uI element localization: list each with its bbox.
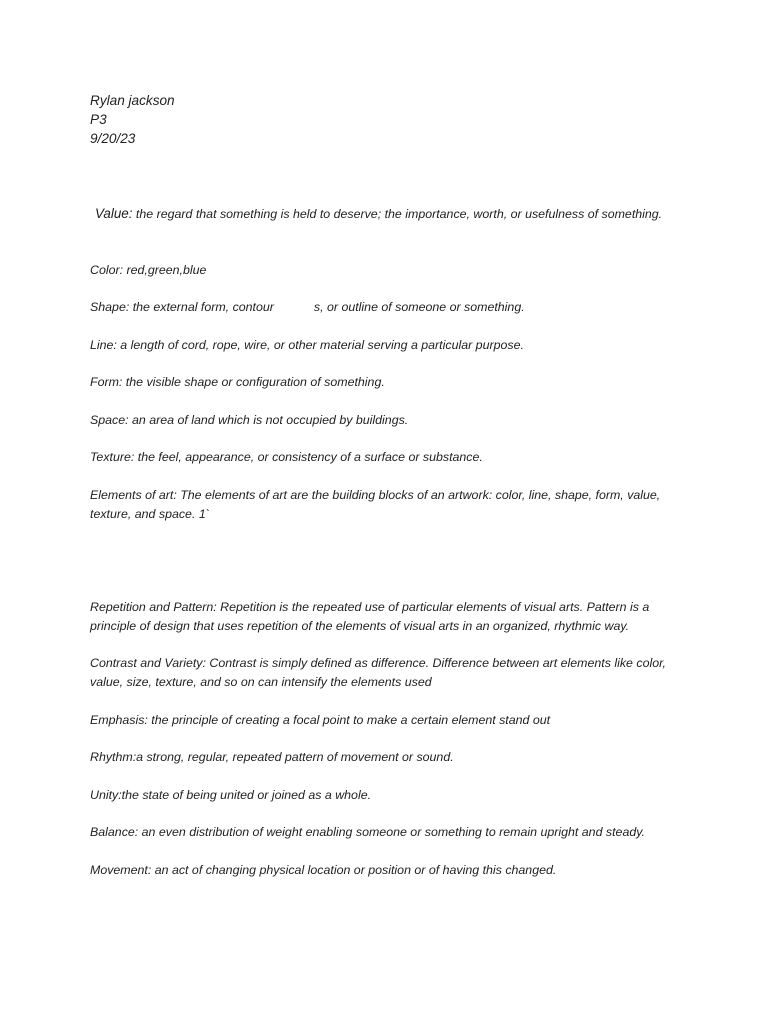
definition-space: Space: an area of land which is not occupied by buildings. bbox=[90, 413, 409, 427]
definition-form: Form: the visible shape or configuration of something. bbox=[90, 375, 385, 389]
principle-balance: Balance: an even distribution of weight enabling someone or something to remain upright and steady. bbox=[90, 825, 645, 839]
principle-rhythm: Rhythm:a strong, regular, repeated pattern of movement or sound. bbox=[90, 750, 454, 764]
value-term: Value: bbox=[95, 206, 133, 221]
principle-unity: Unity:the state of being united or joined as a whole. bbox=[90, 788, 372, 802]
principle-repetition-pattern: Repetition and Pattern: Repetition is the repeated use of particular elements of visual arts. Pattern is a principle of design that uses repetition of the elements of visual arts in an organized, rhythmic way. bbox=[90, 600, 650, 633]
document-header bbox=[90, 91, 175, 148]
definition-value bbox=[90, 204, 690, 224]
definition-line: Line: a length of cord, rope, wire, or other material serving a particular purpose. bbox=[90, 338, 524, 352]
definition-shape bbox=[90, 298, 690, 317]
shape-text-end: s, or outline of someone or something. bbox=[313, 300, 525, 314]
principle-emphasis: Emphasis: the principle of creating a focal point to make a certain element stand out bbox=[90, 713, 551, 727]
principle-movement: Movement: an act of changing physical location or position or of having this changed. bbox=[90, 863, 557, 877]
definition-texture: Texture: the feel, appearance, or consistency of a surface or substance. bbox=[90, 450, 483, 464]
student-name: Rylan jackson bbox=[90, 93, 175, 108]
shape-text-start: Shape: the external form, contour bbox=[90, 300, 274, 314]
class-period: P3 bbox=[90, 112, 107, 127]
value-definition: the regard that something is held to deserve; the importance, worth, or usefulness of something. bbox=[132, 207, 663, 221]
document-date: 9/20/23 bbox=[90, 131, 136, 146]
elements-of-art-summary: Elements of art: The elements of art are the building blocks of an artwork: color, line, shape, form, value, texture, and space. 1` bbox=[90, 488, 661, 521]
definition-color: Color: red,green,blue bbox=[90, 263, 207, 277]
principle-contrast-variety: Contrast and Variety: Contrast is simply defined as difference. Difference between art elements like color, value, size, texture, and so on can intensify the elements used bbox=[90, 656, 666, 689]
